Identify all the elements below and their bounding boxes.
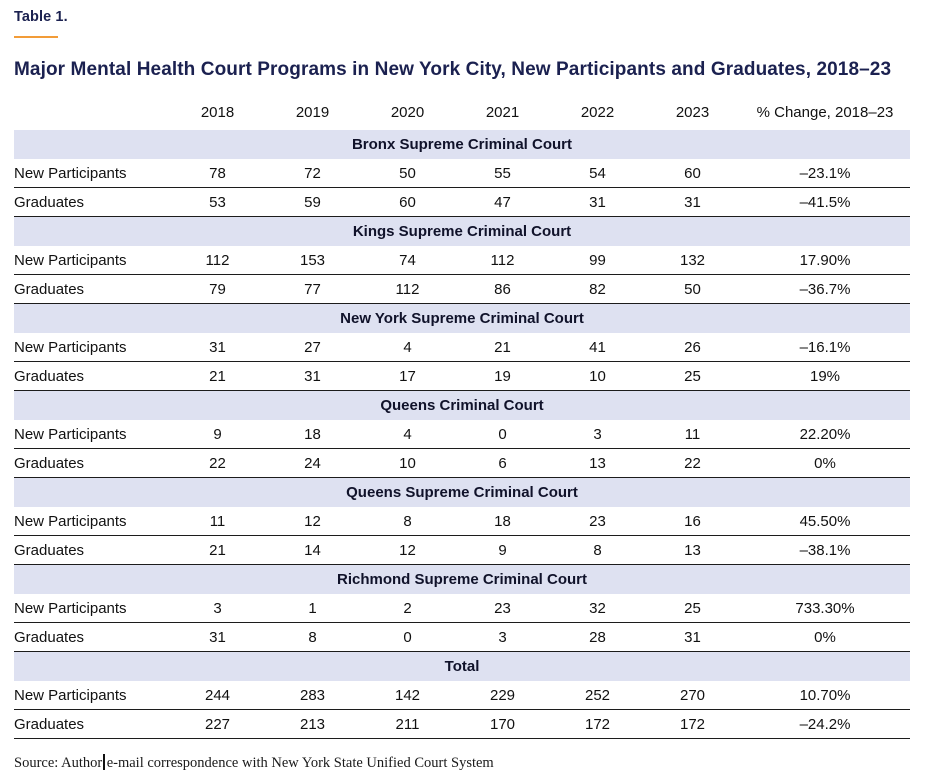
table-row [14, 507, 910, 536]
cell-value: 10 [360, 449, 455, 478]
cell-value: 270 [645, 681, 740, 710]
cell-value: 23 [550, 507, 645, 536]
cell-value: 12 [265, 507, 360, 536]
cell-value: 13 [550, 449, 645, 478]
table-row [14, 275, 910, 304]
cell-value: 112 [360, 275, 455, 304]
cell-value: –24.2% [740, 710, 910, 739]
cell-value: –36.7% [740, 275, 910, 304]
row-label: New Participants [14, 681, 170, 710]
cell-value: 12 [360, 536, 455, 565]
section-header-row [14, 652, 910, 682]
cell-value: 11 [645, 420, 740, 449]
cell-value: 211 [360, 710, 455, 739]
cell-value: 82 [550, 275, 645, 304]
table-row [14, 246, 910, 275]
cell-value: 32 [550, 594, 645, 623]
cell-value: 45.50% [740, 507, 910, 536]
table-label: Table 1. [14, 9, 68, 25]
cell-value: 8 [360, 507, 455, 536]
row-label: Graduates [14, 362, 170, 391]
cell-value: 9 [170, 420, 265, 449]
cell-value: 14 [265, 536, 360, 565]
cell-value: 213 [265, 710, 360, 739]
table-row [14, 362, 910, 391]
section-header-row [14, 565, 910, 595]
row-label: Graduates [14, 275, 170, 304]
cell-value: 142 [360, 681, 455, 710]
data-table [14, 102, 910, 739]
cell-value: 72 [265, 159, 360, 188]
cell-value: 0% [740, 623, 910, 652]
row-label: New Participants [14, 333, 170, 362]
cell-value: 99 [550, 246, 645, 275]
cell-value: 8 [550, 536, 645, 565]
cell-value: 25 [645, 362, 740, 391]
section-header: Richmond Supreme Criminal Court [14, 565, 910, 595]
row-label: Graduates [14, 536, 170, 565]
cell-value: 31 [170, 623, 265, 652]
cell-value: 41 [550, 333, 645, 362]
cell-value: 0 [360, 623, 455, 652]
cell-value: 86 [455, 275, 550, 304]
section-header: Queens Criminal Court [14, 391, 910, 421]
table-row [14, 710, 910, 739]
section-header: Queens Supreme Criminal Court [14, 478, 910, 508]
table-row [14, 681, 910, 710]
table-row [14, 536, 910, 565]
column-header-empty [14, 102, 170, 130]
cell-value: 21 [455, 333, 550, 362]
cell-value: 31 [645, 188, 740, 217]
cell-value: 59 [265, 188, 360, 217]
column-header-row [14, 102, 910, 130]
cell-value: 132 [645, 246, 740, 275]
table-row [14, 594, 910, 623]
cell-value: 19 [455, 362, 550, 391]
table-row [14, 449, 910, 478]
cell-value: 10 [550, 362, 645, 391]
cell-value: 229 [455, 681, 550, 710]
cell-value: 31 [170, 333, 265, 362]
section-header-row [14, 304, 910, 334]
section-header-row [14, 391, 910, 421]
cell-value: 17.90% [740, 246, 910, 275]
column-header: 2018 [200, 104, 235, 121]
cell-value: 9 [455, 536, 550, 565]
cell-value: 6 [455, 449, 550, 478]
column-header: 2020 [390, 104, 425, 121]
cell-value: 28 [550, 623, 645, 652]
cell-value: 8 [265, 623, 360, 652]
section-header-row [14, 130, 910, 159]
cell-value: 23 [455, 594, 550, 623]
table-row [14, 188, 910, 217]
cell-value: 60 [360, 188, 455, 217]
section-header-row [14, 478, 910, 508]
row-label: Graduates [14, 188, 170, 217]
cell-value: 21 [170, 536, 265, 565]
section-header: Total [14, 652, 910, 682]
cell-value: 22.20% [740, 420, 910, 449]
cell-value: 77 [265, 275, 360, 304]
cell-value: 2 [360, 594, 455, 623]
source-text-after-cursor: e-mail correspondence with New York State Unified Court System [106, 755, 494, 771]
cell-value: 172 [645, 710, 740, 739]
cell-value: –41.5% [740, 188, 910, 217]
cell-value: –16.1% [740, 333, 910, 362]
section-header: Kings Supreme Criminal Court [14, 217, 910, 247]
cell-value: 26 [645, 333, 740, 362]
table-row [14, 159, 910, 188]
cell-value: 18 [455, 507, 550, 536]
cell-value: –38.1% [740, 536, 910, 565]
cell-value: 22 [170, 449, 265, 478]
accent-rule [14, 36, 58, 38]
row-label: New Participants [14, 420, 170, 449]
cell-value: 170 [455, 710, 550, 739]
cell-value: 252 [550, 681, 645, 710]
table-title: Major Mental Health Court Programs in New York City, New Participants and Graduates, 2018–23 [14, 59, 892, 80]
column-header: 2019 [295, 104, 330, 121]
cell-value: 18 [265, 420, 360, 449]
section-header: Bronx Supreme Criminal Court [14, 130, 910, 159]
row-label: New Participants [14, 507, 170, 536]
cell-value: 53 [170, 188, 265, 217]
row-label: New Participants [14, 246, 170, 275]
column-header: 2023 [675, 104, 710, 121]
cell-value: 74 [360, 246, 455, 275]
cell-value: 31 [550, 188, 645, 217]
row-label: Graduates [14, 623, 170, 652]
cell-value: 55 [455, 159, 550, 188]
table-row [14, 623, 910, 652]
cell-value: 13 [645, 536, 740, 565]
column-header: 2022 [580, 104, 615, 121]
cell-value: 16 [645, 507, 740, 536]
cell-value: –23.1% [740, 159, 910, 188]
cell-value: 31 [645, 623, 740, 652]
cell-value: 24 [265, 449, 360, 478]
section-header-row [14, 217, 910, 247]
cell-value: 227 [170, 710, 265, 739]
cell-value: 11 [170, 507, 265, 536]
section-header: New York Supreme Criminal Court [14, 304, 910, 334]
row-label: Graduates [14, 449, 170, 478]
cell-value: 78 [170, 159, 265, 188]
cell-value: 27 [265, 333, 360, 362]
cell-value: 3 [455, 623, 550, 652]
cell-value: 79 [170, 275, 265, 304]
cell-value: 283 [265, 681, 360, 710]
cell-value: 112 [455, 246, 550, 275]
cell-value: 3 [550, 420, 645, 449]
table-row [14, 420, 910, 449]
cell-value: 172 [550, 710, 645, 739]
cell-value: 10.70% [740, 681, 910, 710]
cell-value: 0 [455, 420, 550, 449]
cell-value: 19% [740, 362, 910, 391]
source-text-before-cursor: Source: Author [14, 755, 103, 771]
cell-value: 22 [645, 449, 740, 478]
cell-value: 4 [360, 420, 455, 449]
cell-value: 0% [740, 449, 910, 478]
cell-value: 3 [170, 594, 265, 623]
cell-value: 50 [360, 159, 455, 188]
column-header: % Change, 2018–23 [756, 104, 894, 121]
row-label: New Participants [14, 594, 170, 623]
cell-value: 31 [265, 362, 360, 391]
cell-value: 25 [645, 594, 740, 623]
cell-value: 112 [170, 246, 265, 275]
row-label: New Participants [14, 159, 170, 188]
cell-value: 54 [550, 159, 645, 188]
column-header: 2021 [485, 104, 520, 121]
cell-value: 733.30% [740, 594, 910, 623]
cell-value: 17 [360, 362, 455, 391]
cell-value: 244 [170, 681, 265, 710]
cell-value: 47 [455, 188, 550, 217]
cell-value: 21 [170, 362, 265, 391]
cell-value: 60 [645, 159, 740, 188]
cell-value: 1 [265, 594, 360, 623]
row-label: Graduates [14, 710, 170, 739]
table-row [14, 333, 910, 362]
text-cursor [103, 754, 105, 770]
source-note[interactable] [14, 754, 920, 772]
cell-value: 153 [265, 246, 360, 275]
cell-value: 4 [360, 333, 455, 362]
cell-value: 50 [645, 275, 740, 304]
